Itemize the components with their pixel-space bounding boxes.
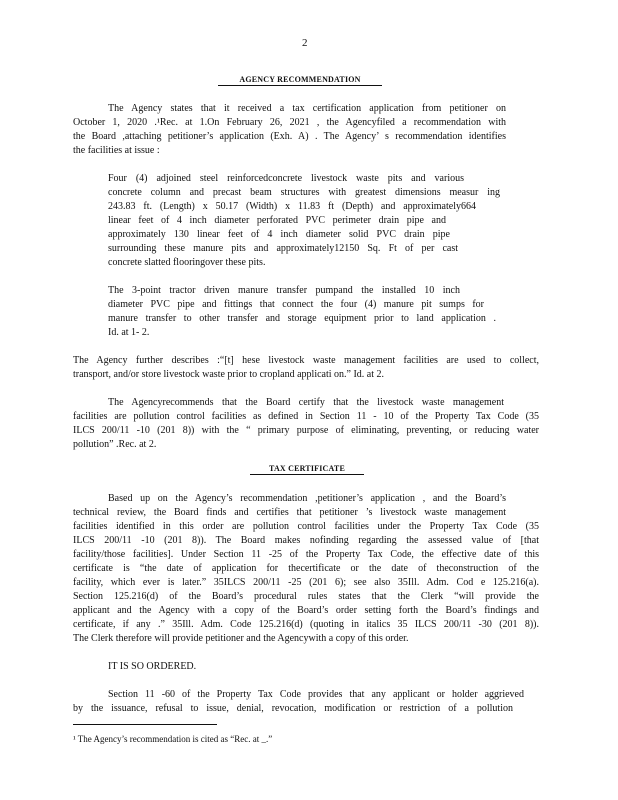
text-line: the facilities at issue : (73, 145, 160, 156)
text-line: facilities identified in this order are pollution control facilities under the Property Tax Code (35 (73, 521, 539, 532)
section-heading-tax-certificate: TAX CERTIFICATE (250, 464, 364, 475)
footnote: ¹ The Agency’s recommendation is cited as “Rec. at _.” (73, 734, 273, 744)
text-line: concrete column and precast beam structures with greatest dimensions measur ing (108, 187, 500, 198)
text-line: manure transfer to other transfer and storage equipment prior to land application . (108, 313, 496, 324)
text-line: linear feet of 4 inch diameter perforated PVC perimeter drain pipe and (108, 215, 446, 226)
text-line: The Agencyrecommends that the Board certify that the livestock waste management (108, 397, 504, 408)
text-line: Based up on the Agency’s recommendation ,petitioner’s application , and the Board’s (108, 493, 506, 504)
text-line: ILCS 200/11 -10 (201 8)). The Board makes nofinding regarding the assessed value of [that (73, 535, 539, 546)
text-line: the Board ,attaching petitioner’s application (Exh. A) . The Agency’ s recommendation identifies (73, 131, 506, 142)
text-line: pollution” .Rec. at 2. (73, 439, 157, 450)
section-heading-agency-recommendation: AGENCY RECOMMENDATION (218, 75, 382, 86)
text-line: Id. at 1- 2. (108, 327, 150, 338)
text-line: facilities are pollution control facilities as defined in Section 11 - 10 of the Property Tax Code (35 (73, 411, 539, 422)
text-line: The Clerk therefore will provide petitioner and the Agencywith a copy of this order. (73, 633, 409, 644)
page-number: 2 (302, 37, 308, 49)
text-line: The Agency states that it received a tax certification application from petitioner on (108, 103, 506, 114)
text-line: approximately 130 linear feet of 4 inch diameter solid PVC drain pipe (108, 229, 450, 240)
footnote-divider (73, 724, 217, 725)
text-line: certificate is “the date of application for thecertificate or the date of theconstruction of the (73, 563, 539, 574)
text-line: technical review, the Board finds and certifies that petitioner ’s livestock waste management (73, 507, 506, 518)
text-line: surrounding these manure pits and approximately12150 Sq. Ft of per cast (108, 243, 458, 254)
text-line: by the issuance, refusal to issue, denial, revocation, modification or restriction of a pollution (73, 703, 513, 714)
text-line: Section 11 -60 of the Property Tax Code provides that any applicant or holder aggrieved (108, 689, 524, 700)
text-line: facility, which ever is later.” 35ILCS 200/11 -25 (201 6); see also 35Ill. Adm. Cod e 125.216(a). (73, 577, 539, 588)
text-line: applicant and the Agency with a copy of the Board’s order setting forth the Board’s findings and (73, 605, 539, 616)
text-line: concrete slatted flooringover these pits. (108, 257, 266, 268)
text-line: October 1, 2020 .¹Rec. at 1.On February 26, 2021 , the Agencyfiled a recommendation with (73, 117, 506, 128)
text-line: Four (4) adjoined steel reinforcedconcrete livestock waste pits and various (108, 173, 464, 184)
text-line: Section 125.216(d) of the Board’s procedural rules states that the Clerk “will provide the (73, 591, 539, 602)
text-line: 243.83 ft. (Length) x 50.17 (Width) x 11.83 ft (Depth) and approximately664 (108, 201, 476, 212)
text-line: diameter PVC pipe and fittings that connect the four (4) manure pit sumps for (108, 299, 484, 310)
text-line: The 3-point tractor driven manure transfer pumpand the installed 10 inch (108, 285, 460, 296)
ordered-statement: IT IS SO ORDERED. (108, 661, 197, 672)
text-line: certificate, if any .” 35Ill. Adm. Code 125.216(d) (quoting in italics 35 ILCS 200/11 -30 (201 8)). (73, 619, 539, 630)
text-line: facility/those facilities]. Under Section 11 -25 of the Property Tax Code, the effective date of this (73, 549, 539, 560)
text-line: ILCS 200/11 -10 (201 8)) with the “ primary purpose of eliminating, preventing, or reducing water (73, 425, 539, 436)
text-line: The Agency further describes :“[t] hese livestock waste management facilities are used to collect, (73, 355, 539, 366)
text-line: transport, and/or store livestock waste prior to cropland applicati on.” Id. at 2. (73, 369, 385, 380)
